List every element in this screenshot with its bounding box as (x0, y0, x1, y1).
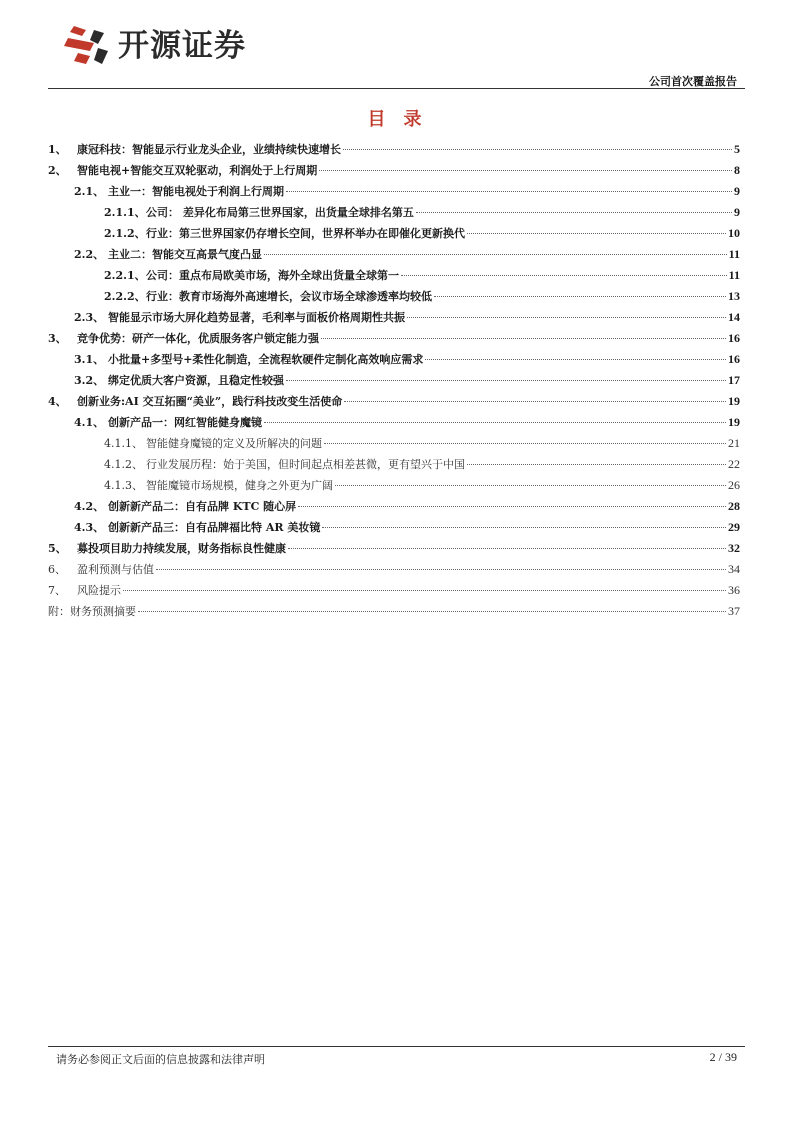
toc-entry-title: 公司：重点布局欧美市场，海外全球出货量全球第一 (146, 269, 399, 282)
toc-leader-dots (335, 484, 726, 486)
toc-entry-title: 智能显示市场大屏化趋势显著，毛利率与面板价格周期性共振 (108, 311, 405, 324)
brand-name: 开源证券 (118, 27, 246, 64)
toc-leader-dots (286, 379, 726, 381)
toc-entry-title: 行业：第三世界国家仍存增长空间，世界杯举办在即催化更新换代 (146, 227, 465, 240)
toc-leader-dots (319, 169, 732, 171)
toc-entry-number: 2.1、 (74, 185, 105, 198)
toc-entry-page: 14 (728, 310, 740, 324)
toc-entry-number: 4.3、 (74, 521, 105, 534)
toc-entry-number: 3.1、 (74, 353, 105, 366)
toc-leader-dots (407, 316, 726, 318)
toc-entry-title: 创新产品一：网红智能健身魔镜 (108, 416, 262, 429)
toc-entry-number: 7、 (48, 584, 66, 597)
toc-entry-title: 公司： 差异化布局第三世界国家，出货量全球排名第五 (146, 206, 414, 219)
toc-entry[interactable] (0, 223, 793, 243)
toc-entry-title: 小批量+多型号+柔性化制造，全流程软硬件定制化高效响应需求 (108, 353, 424, 366)
toc-entry-title: 行业发展历程：始于美国，但时间起点相差甚微，更有望兴于中国 (146, 458, 465, 471)
toc-entry-page: 8 (734, 163, 740, 177)
toc-entry-page: 37 (728, 604, 740, 618)
toc-entry-page: 36 (728, 583, 740, 597)
toc-entry-number: 4.2、 (74, 500, 105, 513)
toc-entry[interactable] (0, 496, 793, 516)
toc-leader-dots (264, 421, 726, 423)
toc-entry[interactable] (0, 307, 793, 327)
toc-entry[interactable] (0, 139, 793, 159)
report-type-label: 公司首次覆盖报告 (649, 75, 737, 88)
toc-leader-dots (286, 190, 732, 192)
toc-entry-number: 5、 (48, 542, 67, 555)
toc-leader-dots (321, 337, 726, 339)
toc-entry-title: 募投项目助力持续发展，财务指标良性健康 (77, 542, 286, 555)
toc-entry[interactable] (0, 454, 793, 474)
toc-entry[interactable] (0, 244, 793, 264)
toc-leader-dots (425, 358, 726, 360)
toc-entry[interactable] (0, 433, 793, 453)
toc-entry[interactable] (0, 559, 793, 579)
toc-entry-number: 4.1.1、 (104, 437, 143, 450)
toc-entry-page: 28 (728, 499, 740, 513)
toc-entry-title: 创新新产品二：自有品牌 KTC 随心屏 (108, 500, 297, 513)
toc-entry-title: 智能魔镜市场规模，健身之外更为广阔 (146, 479, 333, 492)
toc-entry-number: 2.2、 (74, 248, 105, 261)
toc-entry-title: 智能健身魔镜的定义及所解决的问题 (146, 437, 322, 450)
toc-entry-page: 19 (728, 394, 740, 408)
toc-leader-dots (434, 295, 726, 297)
toc-entry[interactable] (0, 475, 793, 495)
toc-entry-number: 4.1.2、 (104, 458, 143, 471)
toc-leader-dots (343, 148, 732, 150)
toc-entry-title: 行业：教育市场海外高速增长，会议市场全球渗透率均较低 (146, 290, 432, 303)
toc-entry[interactable] (0, 601, 793, 621)
toc-entry-page: 17 (728, 373, 740, 387)
toc-leader-dots (156, 568, 726, 570)
toc-entry-title: 创新新产品三：自有品牌福比特 AR 美妆镜 (108, 521, 321, 534)
toc-leader-dots (264, 253, 727, 255)
toc-leader-dots (298, 505, 726, 507)
toc-entry-page: 11 (728, 268, 740, 282)
toc-entry[interactable] (0, 517, 793, 537)
toc-entry-page: 29 (728, 520, 740, 534)
toc-entry-title: 创新业务:AI 交互拓圈“美业”，践行科技改变生活使命 (77, 395, 343, 408)
toc-leader-dots (467, 463, 726, 465)
toc-leader-dots (288, 547, 726, 549)
toc-leader-dots (324, 442, 726, 444)
toc-entry-page: 11 (728, 247, 740, 261)
toc-entry-page: 19 (728, 415, 740, 429)
kaiyuan-logo-icon (64, 26, 110, 66)
toc-entry-page: 10 (728, 226, 740, 240)
header-divider (48, 88, 745, 89)
page-indicator: 2 / 39 (709, 1050, 737, 1064)
toc-entry-title: 康冠科技：智能显示行业龙头企业，业绩持续快速增长 (77, 143, 341, 156)
footer-divider (48, 1046, 745, 1047)
toc-leader-dots (322, 526, 726, 528)
toc-entry[interactable] (0, 202, 793, 222)
brand-logo (64, 26, 246, 66)
toc-entry[interactable] (0, 412, 793, 432)
toc-leader-dots (344, 400, 726, 402)
toc-entry-number: 4.1.3、 (104, 479, 143, 492)
toc-entry-page: 26 (728, 478, 740, 492)
toc-entry[interactable] (0, 580, 793, 600)
toc-entry-title: 绑定优质大客户资源，且稳定性较强 (108, 374, 284, 387)
toc-entry-number: 2.3、 (74, 311, 105, 324)
toc-entry-number: 3、 (48, 332, 67, 345)
toc-entry[interactable] (0, 160, 793, 180)
toc-entry-page: 34 (728, 562, 740, 576)
toc-entry-number: 3.2、 (74, 374, 105, 387)
toc-entry-number: 2.2.2、 (104, 290, 146, 303)
toc-entry-page: 16 (728, 331, 740, 345)
footer-disclaimer: 请务必参阅正文后面的信息披露和法律声明 (56, 1053, 265, 1066)
toc-entry-number: 1、 (48, 143, 67, 156)
toc-entry-title: 风险提示 (77, 584, 121, 597)
toc-entry[interactable] (0, 286, 793, 306)
toc-entry[interactable] (0, 370, 793, 390)
toc-entry-number: 6、 (48, 563, 66, 576)
toc-entry-number: 2.1.2、 (104, 227, 146, 240)
toc-entry[interactable] (0, 328, 793, 348)
toc-entry-number: 2.1.1、 (104, 206, 146, 219)
toc-entry-page: 9 (734, 205, 740, 219)
toc-entry[interactable] (0, 538, 793, 558)
toc-entry[interactable] (0, 349, 793, 369)
toc-entry[interactable] (0, 391, 793, 411)
toc-entry-number: 4、 (48, 395, 67, 408)
toc-entry[interactable] (0, 265, 793, 285)
toc-entry-number: 2、 (48, 164, 67, 177)
toc-leader-dots (467, 232, 726, 234)
toc-entry-page: 5 (734, 142, 740, 156)
toc-leader-dots (401, 274, 727, 276)
toc-entry-number: 4.1、 (74, 416, 105, 429)
toc-entry[interactable] (0, 181, 793, 201)
toc-entry-page: 13 (728, 289, 740, 303)
toc-leader-dots (138, 610, 726, 612)
toc-entry-title: 主业二：智能交互高景气度凸显 (108, 248, 262, 261)
toc-entry-title: 智能电视+智能交互双轮驱动，利润处于上行周期 (77, 164, 318, 177)
toc-entry-page: 32 (728, 541, 740, 555)
toc-leader-dots (123, 589, 726, 591)
toc-entry-title: 竞争优势：研产一体化，优质服务客户锁定能力强 (77, 332, 319, 345)
toc-entry-title: 盈利预测与估值 (77, 563, 154, 576)
toc-entry-title: 附：财务预测摘要 (48, 605, 136, 618)
toc-entry-page: 21 (728, 436, 740, 450)
toc-entry-page: 16 (728, 352, 740, 366)
toc-entry-page: 9 (734, 184, 740, 198)
toc-entry-title: 主业一：智能电视处于利润上行周期 (108, 185, 284, 198)
toc-leader-dots (416, 211, 732, 213)
toc-entry-page: 22 (728, 457, 740, 471)
toc-entry-number: 2.2.1、 (104, 269, 146, 282)
toc-title: 目录 (367, 109, 440, 130)
